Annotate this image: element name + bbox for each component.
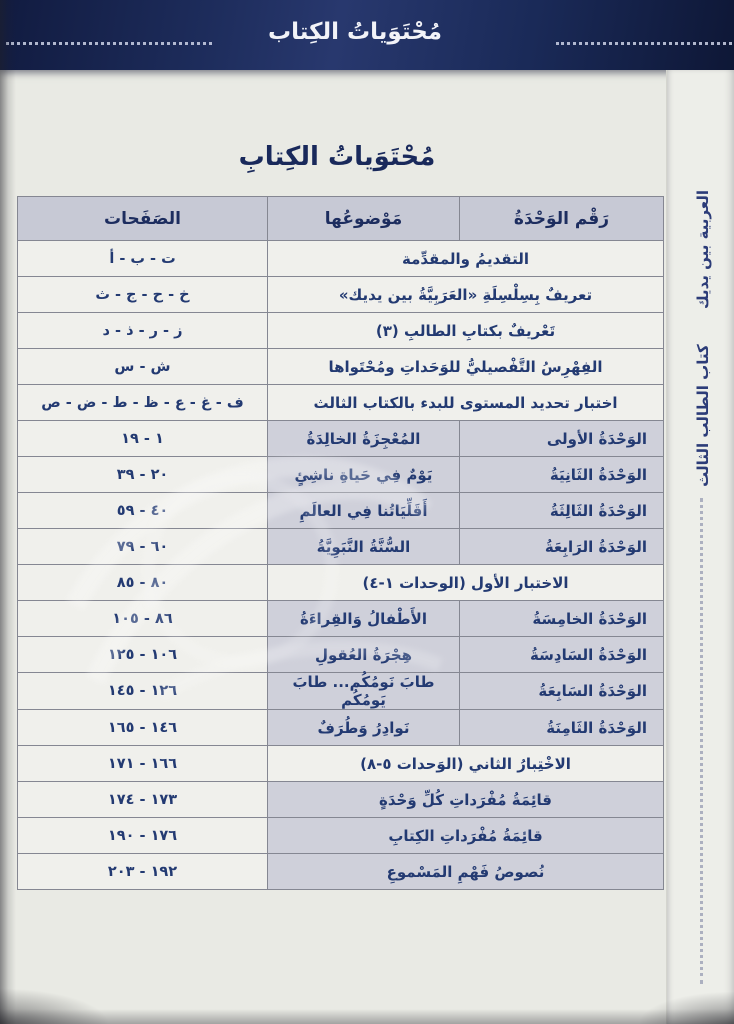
subject-cell: أَقَلِّيَاتُنا فِي العالَمِ (268, 493, 460, 529)
unit-cell: الوَحْدَةُ الثَامِنَةُ (460, 710, 664, 746)
spine-book-title: كتاب الطالب الثالث (694, 344, 712, 487)
spine-dotted-line (700, 498, 703, 984)
spine-title (694, 190, 720, 487)
table-row (18, 493, 664, 529)
subject-cell: اختبار تحديد المستوى للبدء بالكتاب الثالث (268, 385, 664, 421)
page-title: مُحْتَوَياتُ الكِتابِ (238, 142, 436, 172)
pages-cell: ٨٦ - ١٠٥ (18, 601, 268, 637)
table-row (18, 818, 664, 854)
subject-cell: قائِمَةُ مُفْرَداتِ كُلِّ وَحْدَةٍ (268, 782, 664, 818)
subject-cell: تَعْريفٌ بكتابِ الطالبِ (٣) (268, 313, 664, 349)
table-row (18, 601, 664, 637)
pages-range: ص - ض - ط - ظ - ع - غ - ف (41, 394, 244, 411)
col-header-pages: الصَفَحات (18, 197, 268, 241)
pages-cell: ١٦٦ - ١٧١ (18, 746, 268, 782)
pages-cell (18, 349, 268, 385)
unit-cell: الوَحْدَةُ السَابِعَةُ (460, 673, 664, 710)
subject-cell: هِجْرَةُ العُقولِ (268, 637, 460, 673)
subject-cell: طابَ نَومُكُم... طابَ يَومُكُم (268, 673, 460, 710)
col-header-unit: رَقْم الوَحْدَةُ (460, 197, 664, 241)
unit-cell: الوَحْدَةُ السَادِسَةُ (460, 637, 664, 673)
pages-range: س - ش (114, 358, 171, 375)
table-row (18, 385, 664, 421)
pages-range: ث - ج - ح - خ (95, 286, 190, 303)
pages-cell: ٨٠ - ٨٥ (18, 565, 268, 601)
table-row (18, 421, 664, 457)
subject-cell: تعريفٌ بِسِلْسِلَةِ «العَرَبِيَّةُ بين يديك» (268, 277, 664, 313)
table-row (18, 746, 664, 782)
table-row (18, 565, 664, 601)
pages-cell: ٦٠ - ٧٩ (18, 529, 268, 565)
pages-cell: ١٩٢ - ٢٠٣ (18, 854, 268, 890)
table-row (18, 349, 664, 385)
unit-cell: الوَحْدَةُ الرَابِعَةُ (460, 529, 664, 565)
table-row (18, 710, 664, 746)
page-corner-shadow-bottom-left (0, 988, 110, 1024)
pages-cell (18, 241, 268, 277)
table-row (18, 673, 664, 710)
page-edge-shadow-bottom (0, 1009, 734, 1024)
pages-cell (18, 385, 268, 421)
contents-table (17, 196, 664, 890)
pages-cell: ٢٠ - ٣٩ (18, 457, 268, 493)
subject-cell: نُصوصُ فَهْمِ المَسْموعِ (268, 854, 664, 890)
unit-cell: الوَحْدَةُ الخامِسَةُ (460, 601, 664, 637)
table-row (18, 241, 664, 277)
pages-range: د - ذ - ر - ز (102, 322, 183, 339)
subject-cell: المُعْجِزَةُ الخالِدَةُ (268, 421, 460, 457)
subject-cell: الاخْتِبارُ الثاني (الوَحدات ٥-٨) (268, 746, 664, 782)
subject-cell: السُّنَّةُ النَّبَوِيَّةُ (268, 529, 460, 565)
pages-cell: ٤٠ - ٥٩ (18, 493, 268, 529)
pages-cell: ١٧٣ - ١٧٤ (18, 782, 268, 818)
subject-cell: الاختبار الأول (الوحدات ١-٤) (268, 565, 664, 601)
pages-cell: ١ - ١٩ (18, 421, 268, 457)
spine-series-title: العربية بين يديك (694, 190, 712, 310)
unit-cell: الوَحْدَةُ الأولى (460, 421, 664, 457)
pages-range: أ - ب - ت (109, 250, 176, 267)
subject-cell: يَوْمٌ فِي حَياةِ ناشِئٍ (268, 457, 460, 493)
subject-cell: الأَطْفالُ وَالقِراءَةُ (268, 601, 460, 637)
table-row (18, 854, 664, 890)
pages-cell (18, 277, 268, 313)
subject-cell: قائِمَةُ مُفْرَداتِ الكِتابِ (268, 818, 664, 854)
table-row (18, 637, 664, 673)
unit-cell: الوَحْدَةُ الثَالِثَةُ (460, 493, 664, 529)
table-header-row (18, 197, 664, 241)
table-row (18, 277, 664, 313)
unit-cell: الوَحْدَةُ الثَانِيَةُ (460, 457, 664, 493)
table-row (18, 457, 664, 493)
pages-cell: ١٤٦ - ١٦٥ (18, 710, 268, 746)
pages-cell (18, 313, 268, 349)
table-row (18, 529, 664, 565)
page-edge-shadow-left (0, 0, 16, 1024)
col-header-subject: مَوْضوعُها (268, 197, 460, 241)
subject-cell: التقديمُ والمقدِّمة (268, 241, 664, 277)
pages-cell: ١٢٦ - ١٤٥ (18, 673, 268, 710)
banner-title: مُحْتَوَياتُ الكِتاب (267, 19, 443, 45)
pages-cell: ١٧٦ - ١٩٠ (18, 818, 268, 854)
subject-cell: الفِهْرِسُ التَّفْصيليُّ للوَحَداتِ ومُحْتَواها (268, 349, 664, 385)
table-row (18, 782, 664, 818)
top-banner (0, 0, 734, 70)
subject-cell: نَوادِرُ وَطُرَفٌ (268, 710, 460, 746)
pages-cell: ١٠٦ - ١٢٥ (18, 637, 268, 673)
table-row (18, 313, 664, 349)
